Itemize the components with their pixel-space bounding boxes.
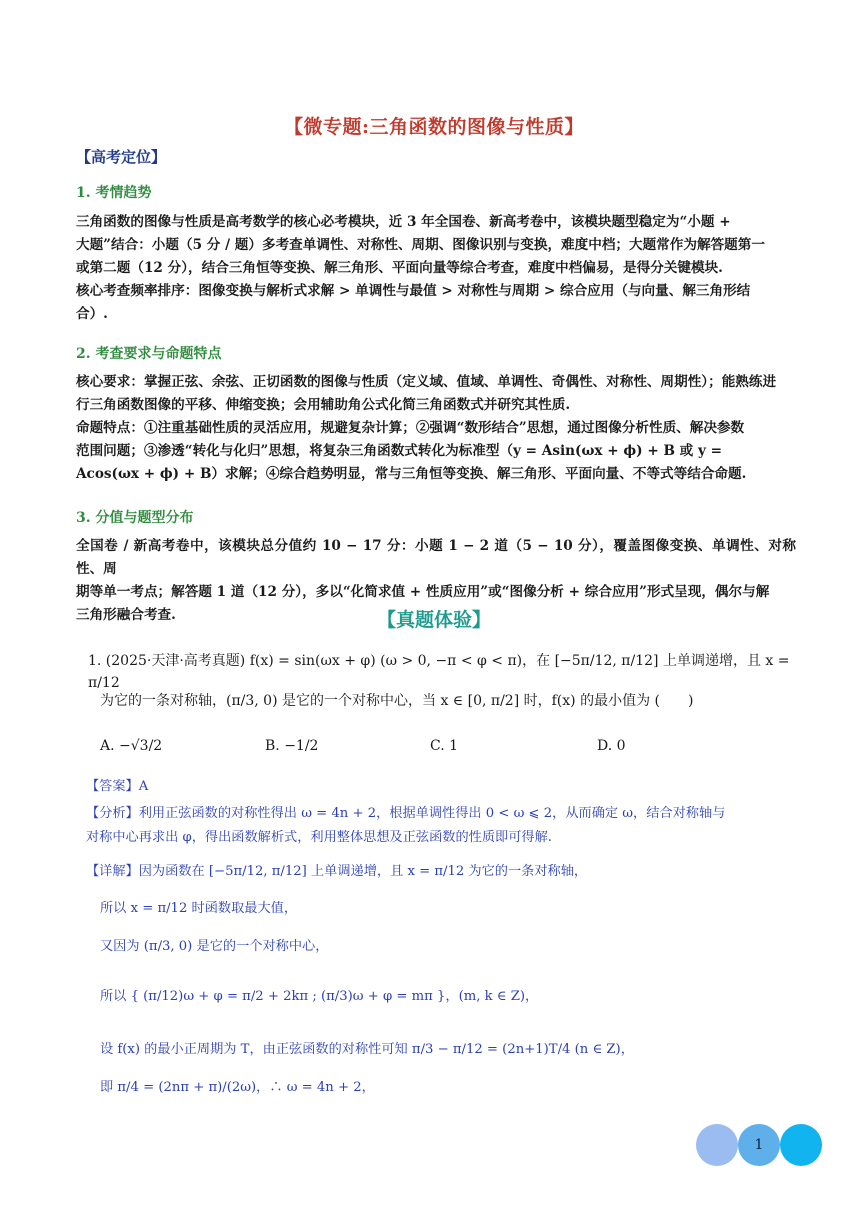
- option-b: B. −1/2: [265, 738, 319, 754]
- question-line-2: 为它的一条对称轴，(π/3, 0) 是它的一个对称中心，当 x ∈ [0, π/2] 时，f(x) 的最小值为 ( ): [100, 693, 694, 709]
- detail-line-2: 所以 x = π/12 时函数取最大值，: [100, 901, 298, 916]
- section-heading-gaokao: 【高考定位】: [76, 148, 167, 166]
- text-line: 三角函数的图像与性质是高考数学的核心必考模块，近 3 年全国卷、新高考卷中，该模块题型稳定为“小题 +: [76, 214, 731, 230]
- option-c: C. 1: [430, 738, 459, 754]
- page-title: 【微专题:三角函数的图像与性质】: [283, 116, 584, 138]
- text-line: 命题特点：①注重基础性质的灵活应用，规避复杂计算；②强调“数形结合”思想，通过图像分析性质、解决参数: [76, 420, 745, 436]
- decor-circle-3: [780, 1124, 822, 1166]
- text-line: 核心考查频率排序：图像变换与解析式求解 > 单调性与最值 > 对称性与周期 > 综合应用（与向量、解三角形结: [76, 283, 751, 299]
- text-line: 全国卷 / 新高考卷中，该模块总分值约 10 − 17 分：小题 1 − 2 道（5 − 10 分），覆盖图像变换、单调性、对称性、周: [76, 538, 796, 577]
- text-line: 三角形融合考查.: [76, 607, 176, 623]
- option-a: A. −√3/2: [100, 738, 163, 754]
- text-line: 或第二题（12 分），结合三角恒等变换、解三角形、平面向量等综合考查，难度中档偏易，是得分关键模块.: [76, 260, 723, 276]
- subheading-trend: 1. 考情趋势: [76, 185, 152, 201]
- text-line: Acos(ωx + ϕ) + B）求解；④综合趋势明显，常与三角恒等变换、解三角形、平面向量、不等式等结合命题.: [76, 466, 747, 482]
- text-line: 合）.: [76, 306, 108, 322]
- text-line: 范围问题；③渗透“转化与化归”思想，将复杂三角函数式转化为标准型（y = Asin(ωx + ϕ) + B 或 y =: [76, 443, 723, 459]
- text-line: 对称中心再求出 φ，得出函数解析式，利用整体思想及正弦函数的性质即可得解.: [86, 830, 552, 845]
- page-number: 1: [754, 1137, 764, 1153]
- detail-line-4: 所以 { (π/12)ω + φ = π/2 + 2kπ ; (π/3)ω + φ = mπ }，(m, k ∈ Z)，: [100, 989, 539, 1004]
- text-line: 大题”结合：小题（5 分 / 题）多考查单调性、对称性、周期、图像识别与变换，难度中档；大题常作为解答题第一: [76, 237, 765, 253]
- detail-line-5: 设 f(x) 的最小正周期为 T，由正弦函数的对称性可知 π/3 − π/12 = (2n+1)T/4 (n ∈ Z)，: [100, 1042, 634, 1057]
- page-number-badge: [696, 1124, 822, 1166]
- answer-label: 【答案】A: [86, 779, 149, 794]
- option-d: D. 0: [597, 738, 626, 754]
- text-line: 【分析】利用正弦函数的对称性得出 ω = 4n + 2，根据单调性得出 0 < ω ⩽ 2，从而确定 ω，结合对称轴与: [86, 806, 726, 821]
- subheading-requirements: 2. 考查要求与命题特点: [76, 346, 222, 362]
- detail-line-3: 又因为 (π/3, 0) 是它的一个对称中心，: [100, 939, 329, 954]
- paragraph-requirements: [76, 371, 796, 486]
- detail-line-6: 即 π/4 = (2nπ + π)/(2ω)，∴ ω = 4n + 2，: [100, 1080, 375, 1095]
- text-line: 行三角函数图像的平移、伸缩变换；会用辅助角公式化简三角函数式并研究其性质.: [76, 397, 571, 413]
- detail-line-1: 【详解】因为函数在 [−5π/12, π/12] 上单调递增，且 x = π/12 为它的一条对称轴，: [86, 864, 588, 879]
- text-line: 核心要求：掌握正弦、余弦、正切函数的图像与性质（定义域、值域、单调性、奇偶性、对称性、周期性）；能熟练进: [76, 374, 777, 390]
- text-line: 期等单一考点；解答题 1 道（12 分），多以“化简求值 + 性质应用”或“图像分析 + 综合应用”形式呈现，偶尔与解: [76, 584, 770, 600]
- section-heading-real-questions: 【真题体验】: [376, 609, 491, 631]
- decor-circle-2: [738, 1124, 780, 1166]
- question-line-1: 1. (2025·天津·高考真题) f(x) = sin(ωx + φ) (ω > 0, −π < φ < π)，在 [−5π/12, π/12] 上单调递增，且 x = π/12: [88, 653, 790, 691]
- analysis-paragraph: [86, 802, 806, 850]
- subheading-score-distribution: 3. 分值与题型分布: [76, 510, 194, 526]
- paragraph-trend: [76, 211, 796, 326]
- decor-circle-1: [696, 1124, 738, 1166]
